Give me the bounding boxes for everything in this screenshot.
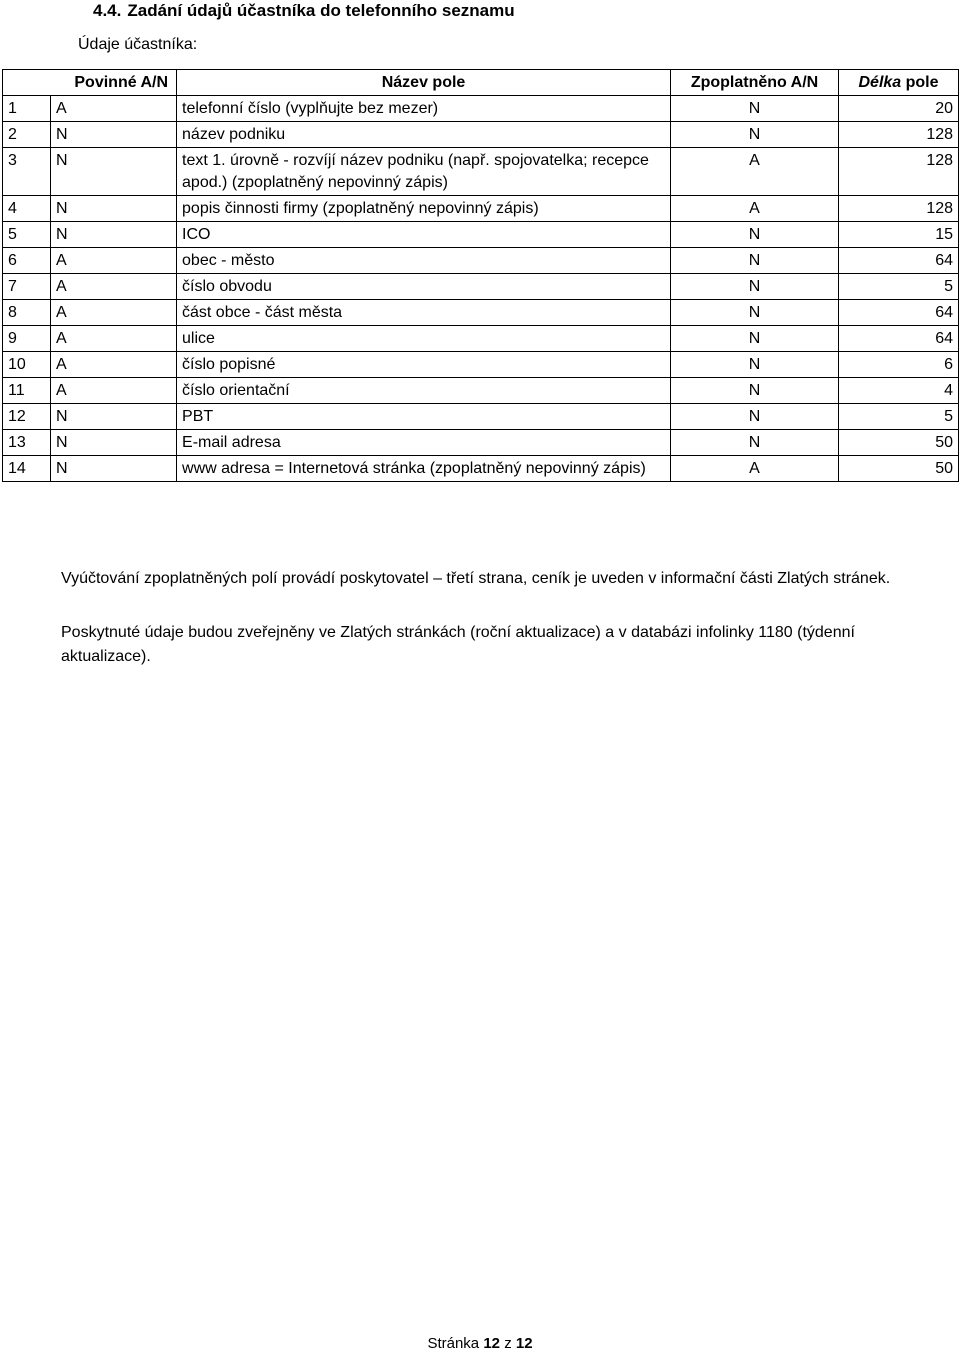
row-required: N [51,122,177,148]
header-name: Název pole [177,70,671,96]
row-required: A [51,274,177,300]
row-number: 10 [3,352,51,378]
row-number: 4 [3,196,51,222]
row-number: 8 [3,300,51,326]
row-required: A [51,300,177,326]
row-field-name: telefonní číslo (vyplňujte bez mezer) [177,96,671,122]
row-field-name: popis činnosti firmy (zpoplatněný nepovinný zápis) [177,196,671,222]
table-row [3,274,959,300]
page-separator: z [504,1335,512,1352]
row-length: 50 [839,430,959,456]
table-header-row [3,70,959,96]
table-row [3,378,959,404]
table-row [3,196,959,222]
row-length: 5 [839,274,959,300]
row-number: 5 [3,222,51,248]
table-body [3,96,959,482]
header-length [839,70,959,96]
row-paid: N [671,122,839,148]
row-length: 4 [839,378,959,404]
page-current: 12 [483,1335,501,1352]
header-length-italic: Délka [858,74,902,91]
row-field-name: název podniku [177,122,671,148]
row-paid: A [671,196,839,222]
table-row [3,456,959,482]
row-field-name: text 1. úrovně - rozvíjí název podniku (např. spojovatelka; recepce apod.) (zpoplatněný nepovinný zápis) [177,148,671,196]
row-field-name: ICO [177,222,671,248]
row-length: 5 [839,404,959,430]
table-row [3,404,959,430]
row-paid: N [671,274,839,300]
table-row [3,430,959,456]
row-number: 3 [3,148,51,196]
row-required: N [51,196,177,222]
row-length: 128 [839,148,959,196]
row-required: N [51,148,177,196]
row-required: N [51,430,177,456]
row-required: A [51,96,177,122]
section-heading [93,0,515,22]
row-field-name: ulice [177,326,671,352]
billing-note: Vyúčtování zpoplatněných polí provádí poskytovatel – třetí strana, ceník je uveden v informační části Zlatých stránek. [61,570,891,587]
row-required: N [51,222,177,248]
row-required: N [51,404,177,430]
row-required: A [51,248,177,274]
row-length: 50 [839,456,959,482]
header-required: Povinné A/N [3,70,177,96]
row-number: 9 [3,326,51,352]
table-row [3,148,959,196]
row-length: 20 [839,96,959,122]
row-paid: N [671,378,839,404]
table-row [3,96,959,122]
page-label: Stránka [427,1335,480,1352]
header-length-rest: pole [901,74,939,91]
section-subtitle: Údaje účastníka: [78,36,198,53]
row-paid: A [671,456,839,482]
row-length: 64 [839,326,959,352]
row-paid: N [671,300,839,326]
row-length: 128 [839,196,959,222]
page-footer [0,1334,960,1354]
row-paid: N [671,222,839,248]
row-paid: N [671,404,839,430]
page-total: 12 [515,1335,533,1352]
row-paid: N [671,248,839,274]
table-row [3,248,959,274]
row-length: 64 [839,300,959,326]
row-number: 2 [3,122,51,148]
row-length: 128 [839,122,959,148]
row-number: 1 [3,96,51,122]
row-paid: N [671,352,839,378]
row-length: 64 [839,248,959,274]
table-row [3,300,959,326]
publication-note: Poskytnuté údaje budou zveřejněny ve Zlatých stránkách (roční aktualizace) a v databázi infolinky 1180 (týdenní aktualizace). [61,624,855,665]
table-row [3,122,959,148]
row-field-name: číslo popisné [177,352,671,378]
table-row [3,326,959,352]
row-required: N [51,456,177,482]
row-length: 6 [839,352,959,378]
row-field-name: www adresa = Internetová stránka (zpoplatněný nepovinný zápis) [177,456,671,482]
row-field-name: PBT [177,404,671,430]
row-field-name: E-mail adresa [177,430,671,456]
section-title: Zadání údajů účastníka do telefonního seznamu [127,1,515,20]
row-paid: A [671,148,839,196]
row-paid: N [671,326,839,352]
row-number: 11 [3,378,51,404]
table-row [3,222,959,248]
row-number: 12 [3,404,51,430]
row-field-name: část obce - část města [177,300,671,326]
row-required: A [51,326,177,352]
row-required: A [51,352,177,378]
participant-fields-table [2,69,959,482]
row-paid: N [671,430,839,456]
row-number: 14 [3,456,51,482]
section-number: 4.4. [93,1,122,20]
row-required: A [51,378,177,404]
row-paid: N [671,96,839,122]
header-paid: Zpoplatněno A/N [671,70,839,96]
row-field-name: číslo orientační [177,378,671,404]
row-field-name: obec - město [177,248,671,274]
table-row [3,352,959,378]
row-field-name: číslo obvodu [177,274,671,300]
row-number: 6 [3,248,51,274]
row-number: 13 [3,430,51,456]
row-number: 7 [3,274,51,300]
row-length: 15 [839,222,959,248]
